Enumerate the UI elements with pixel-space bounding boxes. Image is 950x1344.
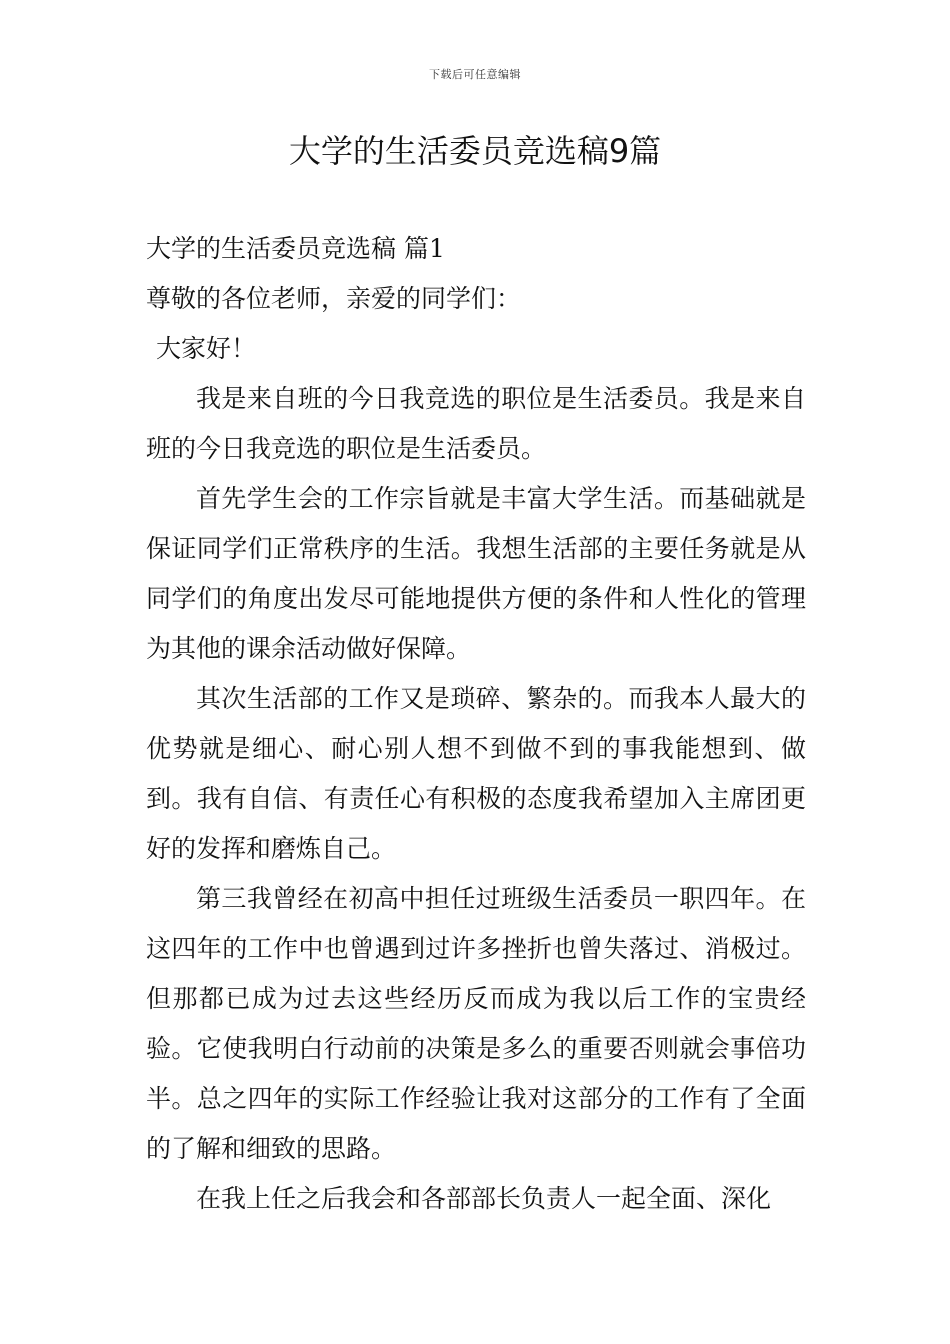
- paragraph-4: 第三我曾经在初高中担任过班级生活委员一职四年。在这四年的工作中也曾遇到过许多挫折也曾失落过、消极过。但那都已成为过去这些经历反而成为我以后工作的宝贵经验。它使我明白行动前的决策是多么的重要否则就会事倍功半。总之四年的实际工作经验让我对这部分的工作有了全面的了解和细致的思路。: [146, 884, 806, 1163]
- header-note: 下载后可任意编辑: [429, 68, 521, 81]
- section-heading: 大学的生活委员竞选稿 篇1: [146, 234, 445, 263]
- document-body: [146, 224, 806, 1224]
- paragraph-2: 首先学生会的工作宗旨就是丰富大学生活。而基础就是保证同学们正常秩序的生活。我想生活部的主要任务就是从同学们的角度出发尽可能地提供方便的条件和人性化的管理为其他的课余活动做好保障。: [146, 484, 806, 663]
- paragraph-1: 我是来自班的今日我竞选的职位是生活委员。我是来自班的今日我竞选的职位是生活委员。: [146, 384, 806, 463]
- paragraph-3: 其次生活部的工作又是琐碎、繁杂的。而我本人最大的优势就是细心、耐心别人想不到做不到的事我能想到、做到。我有自信、有责任心有积极的态度我希望加入主席团更好的发挥和磨炼自己。: [146, 684, 806, 863]
- salutation: 尊敬的各位老师，亲爱的同学们：: [146, 284, 522, 313]
- greeting: 大家好！: [156, 334, 257, 363]
- paragraph-5: 在我上任之后我会和各部部长负责人一起全面、深化: [196, 1184, 772, 1213]
- document-title: 大学的生活委员竞选稿9篇: [288, 132, 662, 170]
